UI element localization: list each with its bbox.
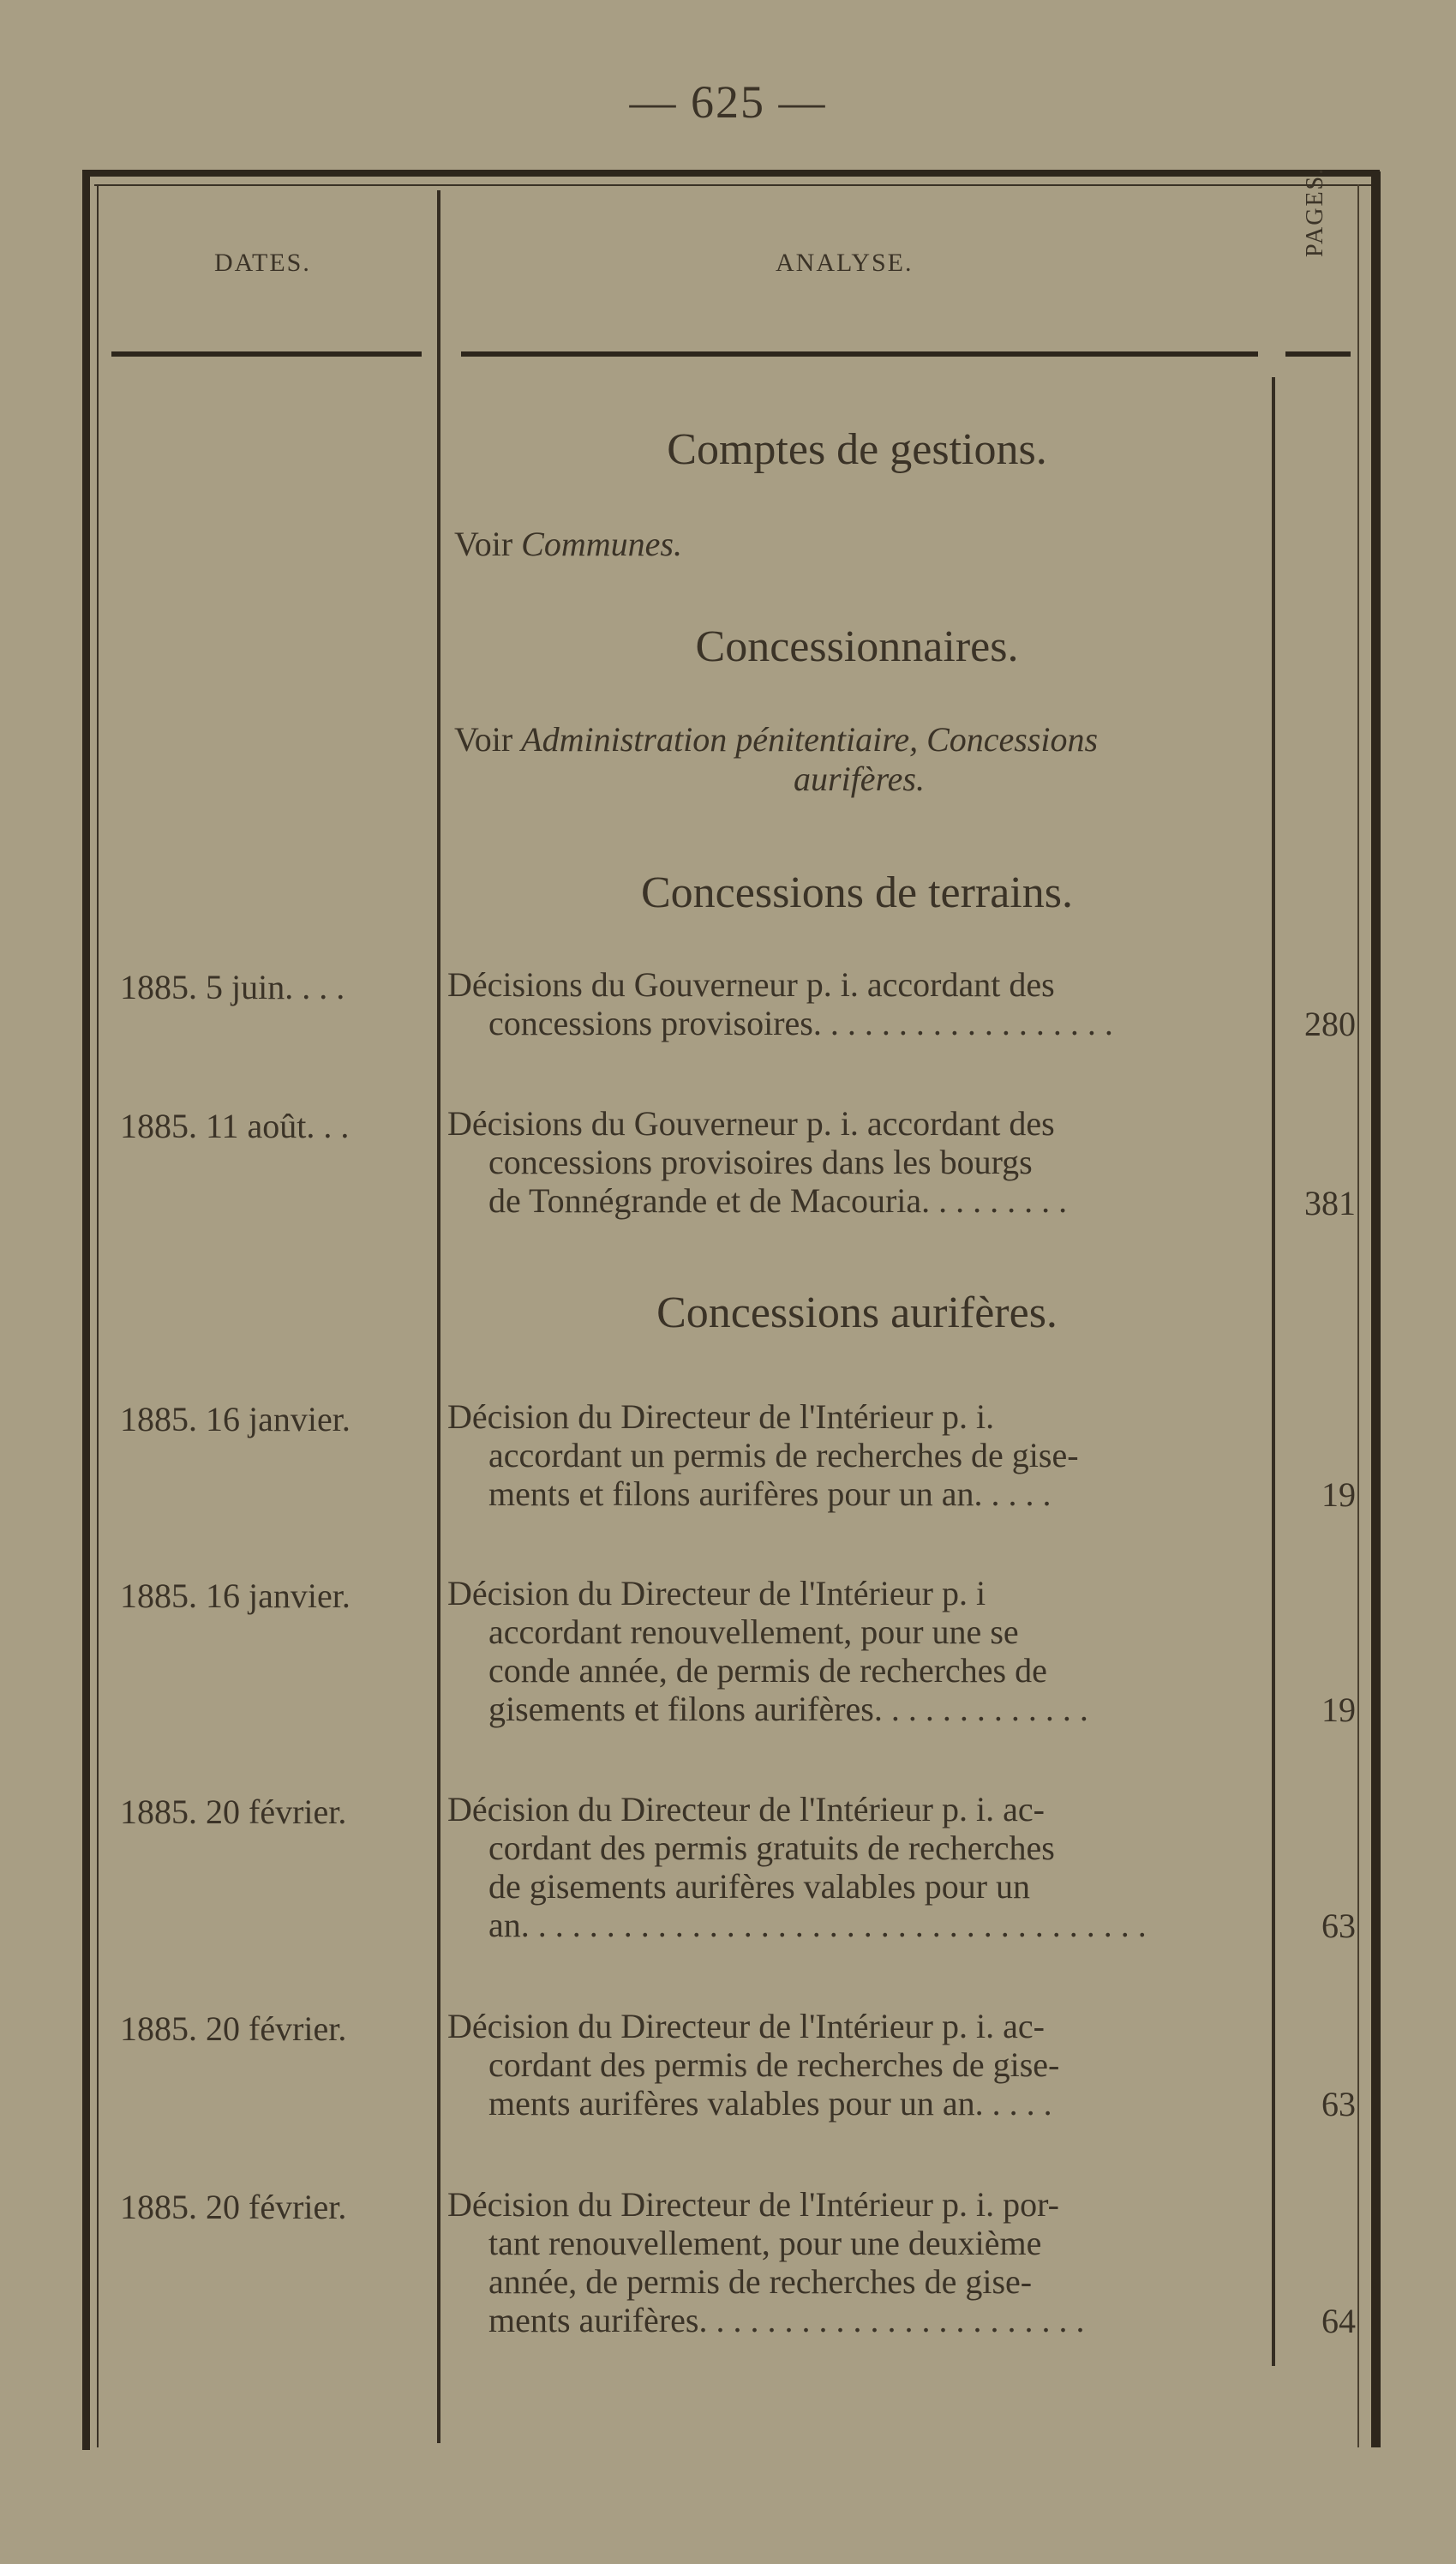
page-number: — 625 — bbox=[629, 76, 827, 128]
entry-line: cordant des permis gratuits de recherches bbox=[488, 1828, 1055, 1867]
entry-date: 1885. 16 janvier. bbox=[120, 1400, 351, 1438]
entry-analysis bbox=[447, 1790, 1261, 1944]
entry-analysis bbox=[447, 1574, 1261, 1728]
entry-date: 1885. 20 février. bbox=[120, 2009, 347, 2048]
entry-line: de Tonnégrande et de Macouria. . . . . . . . . bbox=[488, 1181, 1068, 1220]
table-top-inner-border bbox=[94, 184, 1380, 186]
entry-line: Décision du Directeur de l'Intérieur p. i. bbox=[447, 1397, 995, 1436]
entry-page: 64 bbox=[1321, 2302, 1356, 2340]
entry-page: 19 bbox=[1321, 1475, 1356, 1514]
entry-line: ments et filons aurifères pour un an. . . . . bbox=[488, 1474, 1052, 1513]
entry-line: Décision du Directeur de l'Intérieur p. i bbox=[447, 1574, 986, 1612]
entry-page: 280 bbox=[1304, 1005, 1356, 1043]
entry-analysis bbox=[447, 1104, 1261, 1220]
table-right-inner-border bbox=[1357, 184, 1359, 2447]
entry-line: Décisions du Gouverneur p. i. accordant des bbox=[447, 1104, 1055, 1143]
entry-page: 63 bbox=[1321, 1906, 1356, 1945]
section-title-concessions-auriferes: Concessions aurifères. bbox=[656, 1288, 1058, 1337]
entry-date: 1885. 11 août. . . bbox=[120, 1107, 350, 1145]
entry-line: Décision du Directeur de l'Intérieur p. i. por- bbox=[447, 2185, 1059, 2224]
entry-analysis bbox=[447, 1397, 1261, 1513]
entry-line: an. . . . . . . . . . . . . . . . . . . . . . . . . . . . . . . . . . . . . bbox=[488, 1906, 1147, 1944]
entry-date: 1885. 20 février. bbox=[120, 1792, 347, 1831]
table-left-border bbox=[82, 170, 90, 2450]
section-title-comptes: Comptes de gestions. bbox=[667, 425, 1047, 474]
table-left-inner-border bbox=[97, 184, 99, 2447]
entry-line: de gisements aurifères valables pour un bbox=[488, 1867, 1031, 1906]
voir-reference: Administration pénitentiaire, Concessions bbox=[521, 720, 1099, 759]
entry-line: accordant renouvellement, pour une se bbox=[488, 1612, 1019, 1651]
entry-line: concessions provisoires. . . . . . . . . . . . . . . . . . bbox=[488, 1004, 1113, 1042]
entry-date: 1885. 16 janvier. bbox=[120, 1576, 351, 1615]
voir-reference-continued: aurifères. bbox=[794, 760, 925, 798]
pages-header: PAGES. bbox=[1302, 166, 1328, 257]
dates-header: DATES. bbox=[214, 249, 311, 277]
voir-reference: Communes. bbox=[521, 525, 682, 563]
table-top-border bbox=[84, 170, 1380, 177]
table-right-border bbox=[1371, 171, 1381, 2447]
voir-prefix: Voir bbox=[454, 720, 513, 759]
entry-date: 1885. 5 juin. . . . bbox=[120, 968, 345, 1006]
entry-line: Décision du Directeur de l'Intérieur p. i. ac- bbox=[447, 1790, 1045, 1828]
entry-page: 63 bbox=[1321, 2085, 1356, 2123]
entry-analysis bbox=[447, 965, 1261, 1042]
entry-line: Décisions du Gouverneur p. i. accordant des bbox=[447, 965, 1055, 1004]
analyse-header-rule bbox=[461, 351, 1258, 357]
entry-line: cordant des permis de recherches de gise- bbox=[488, 2045, 1060, 2084]
section-title-concessions-terrains: Concessions de terrains. bbox=[640, 868, 1073, 917]
entry-line: ments aurifères. . . . . . . . . . . . . . . . . . . . . . . bbox=[488, 2301, 1085, 2339]
entry-page: 19 bbox=[1321, 1690, 1356, 1729]
entry-line: tant renouvellement, pour une deuxième bbox=[488, 2224, 1042, 2262]
pages-column-divider bbox=[1272, 377, 1275, 2366]
entry-line: accordant un permis de recherches de gise- bbox=[488, 1436, 1079, 1474]
section-title-concessionnaires: Concessionnaires. bbox=[695, 622, 1019, 671]
dates-header-rule bbox=[111, 351, 422, 357]
entry-analysis bbox=[447, 2185, 1261, 2339]
voir-prefix: Voir bbox=[454, 525, 513, 563]
entry-line: année, de permis de recherches de gise- bbox=[488, 2262, 1033, 2301]
entry-page: 381 bbox=[1304, 1184, 1356, 1222]
entry-line: conde année, de permis de recherches de bbox=[488, 1651, 1047, 1690]
entry-line: concessions provisoires dans les bourgs bbox=[488, 1143, 1033, 1181]
entry-line: ments aurifères valables pour un an. . . . . bbox=[488, 2084, 1052, 2123]
analyse-header: ANALYSE. bbox=[776, 249, 914, 277]
entry-line: Décision du Directeur de l'Intérieur p. i. ac- bbox=[447, 2007, 1045, 2045]
entry-line: gisements et filons aurifères. . . . . . . . . . . . . bbox=[488, 1690, 1088, 1728]
entry-analysis bbox=[447, 2007, 1261, 2123]
entry-date: 1885. 20 février. bbox=[120, 2188, 347, 2226]
cross-reference bbox=[454, 525, 682, 564]
pages-header-rule bbox=[1285, 351, 1351, 357]
dates-column-divider bbox=[437, 190, 440, 2443]
cross-reference bbox=[454, 720, 1264, 799]
